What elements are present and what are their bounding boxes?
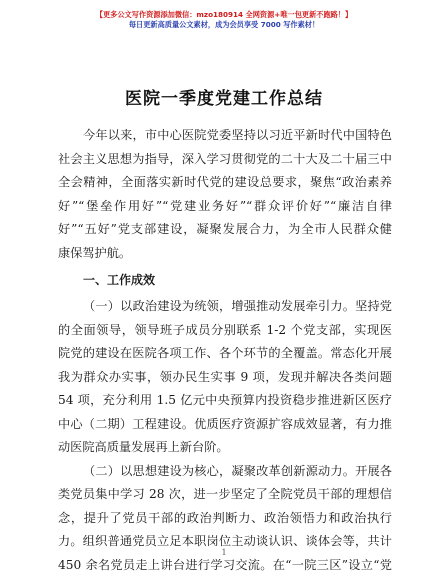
intro-line: 康保驾护航。 — [58, 245, 132, 260]
intro-line: 社会主义思想为指导，深入学习贯彻党的二十大及二十届三中 — [58, 151, 392, 166]
intro-line: 全会精神，全面落实新时代党的建设总要求，聚焦“政治素养 — [58, 175, 392, 189]
paragraph-1-line: 动医院高质量发展再上新台阶。 — [58, 440, 229, 454]
promo-line-1: 【更多公文写作资源添加微信：mzo180914 全网资源+唯一包更新不跑路！】 — [95, 10, 353, 19]
paragraph-2-line: 念，提升了党员干部的政治判断力、政治领悟力和政治执行 — [58, 510, 392, 525]
paragraph-1-line: 的全面领导，领导班子成员分别联系 1-2 个党支部，实现医 — [58, 322, 392, 337]
intro-line: 今年以来，市中心医院党委坚持以习近平新时代中国特色 — [83, 128, 392, 142]
paragraph-2-line: 力。组织普通党员立足本职岗位主动谈认识、谈体会等，共计 — [58, 534, 392, 548]
page-number: 1 — [221, 548, 227, 557]
paragraph-1-line: 院党的建设在医院各项工作、各个环节的全覆盖。常态化开展 — [58, 346, 392, 360]
section-heading: 一、工作成效 — [83, 273, 156, 287]
paragraph-2-line: 类党员集中学习 28 次，进一步坚定了全院党员干部的理想信 — [58, 487, 392, 501]
paragraph-2-line: 450 余名党员走上讲台进行学习交流。在“一院三区”设立“党 — [58, 557, 392, 572]
promo-banner — [0, 10, 448, 30]
intro-line: 好”“堡垒作用好”“党建业务好”“群众评价好”“廉洁自律 — [58, 198, 392, 213]
document-title: 医院一季度党建工作总结 — [125, 89, 323, 109]
document-body — [58, 124, 392, 577]
paragraph-2-line: （二）以思想建设为核心，凝聚改革创新源动力。开展各 — [83, 463, 392, 478]
promo-line-2: 每日更新高质量公文素材，成为会员享受 7000 写作素材！ — [128, 20, 320, 29]
paragraph-1-line: 54 项，充分利用 1.5 亿元中央预算内投资稳步推进新区医疗 — [58, 393, 392, 407]
paragraph-1-line: 我为群众办实事，领办民生实事 9 项，发现并解决各类问题 — [58, 369, 392, 384]
intro-line: 好”“五好”党支部建设，凝聚发展合力，为全市人民群众健 — [58, 222, 392, 236]
paragraph-1-line: 中心（二期）工程建设。优质医疗资源扩容成效显著，有力推 — [58, 416, 392, 431]
paragraph-1-line: （一）以政治建设为统领，增强推动发展牵引力。坚持党 — [83, 299, 392, 313]
